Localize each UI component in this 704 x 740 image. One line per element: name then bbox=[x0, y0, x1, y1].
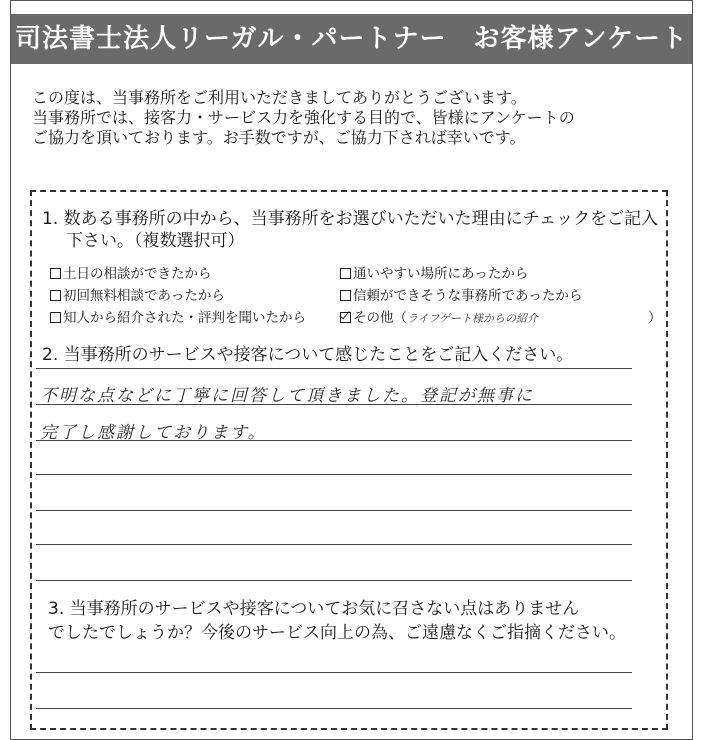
option-label: 通いやすい場所にあったから bbox=[353, 266, 529, 282]
q1-text-line1: 1. 数ある事務所の中から、当事務所をお選びいただいた理由にチェックをご記入 bbox=[42, 209, 659, 229]
q2-answer-line2: 完了し感謝しております。 bbox=[40, 423, 267, 443]
q1-option-location[interactable] bbox=[340, 262, 528, 282]
other-handwritten: ライフゲート様からの紹介 bbox=[407, 312, 539, 325]
answer-line bbox=[36, 708, 632, 709]
intro-line: ご協力を頂いております。お手数ですが、ご協力下されば幸いです。 bbox=[32, 128, 526, 147]
answer-line bbox=[36, 672, 632, 673]
checkbox[interactable] bbox=[50, 312, 61, 323]
checkbox[interactable] bbox=[50, 268, 61, 279]
q1-option-free-consult[interactable] bbox=[50, 284, 225, 304]
option-label: 土日の相談ができたから bbox=[63, 266, 212, 282]
option-label: 初回無料相談であったから bbox=[63, 288, 225, 304]
intro-line: この度は、当事務所をご利用いただきましてありがとうございます。 bbox=[32, 88, 527, 107]
q2-answer-line1: 不明な点などに丁寧に回答して頂きました。登記が無事に bbox=[40, 386, 534, 406]
answer-line bbox=[36, 440, 632, 441]
answer-line bbox=[36, 510, 632, 511]
checkbox[interactable] bbox=[340, 290, 351, 301]
option-label: その他（ bbox=[353, 310, 407, 326]
q1-option-other[interactable] bbox=[340, 306, 538, 326]
option-label: 信頼ができそうな事務所であったから bbox=[353, 288, 583, 304]
other-close-paren: ） bbox=[648, 310, 662, 326]
intro-text bbox=[32, 88, 672, 148]
q3-text-line1: 3. 当事務所のサービスや接客についてお気に召さない点はありません bbox=[48, 599, 580, 619]
q2-text: 2. 当事務所のサービスや接客について感じたことをご記入ください。 bbox=[42, 345, 574, 365]
checkbox[interactable] bbox=[340, 268, 351, 279]
checkbox[interactable] bbox=[50, 290, 61, 301]
answer-line bbox=[36, 368, 632, 369]
q1-option-trust[interactable] bbox=[340, 284, 582, 304]
q1-option-weekend[interactable] bbox=[50, 262, 212, 282]
answer-line bbox=[36, 544, 632, 545]
q3-text-line2: でしたでしょうか？今後のサービス向上の為、ご遠慮なくご指摘ください。 bbox=[48, 623, 626, 643]
answer-line bbox=[36, 474, 632, 475]
q1-text-line2: 下さい。（複数選択可） bbox=[66, 231, 245, 251]
answer-line bbox=[36, 404, 632, 405]
checkbox-checked[interactable] bbox=[340, 312, 351, 323]
answer-line bbox=[36, 580, 632, 581]
q1-option-referral[interactable] bbox=[50, 306, 306, 326]
option-label: 知人から紹介された・評判を聞いたから bbox=[63, 310, 306, 326]
survey-title: 司法書士法人リーガル・パートナー お客様アンケート bbox=[11, 14, 692, 64]
intro-line: 当事務所では、接客力・サービス力を強化する目的で、皆様にアンケートの bbox=[32, 108, 575, 127]
